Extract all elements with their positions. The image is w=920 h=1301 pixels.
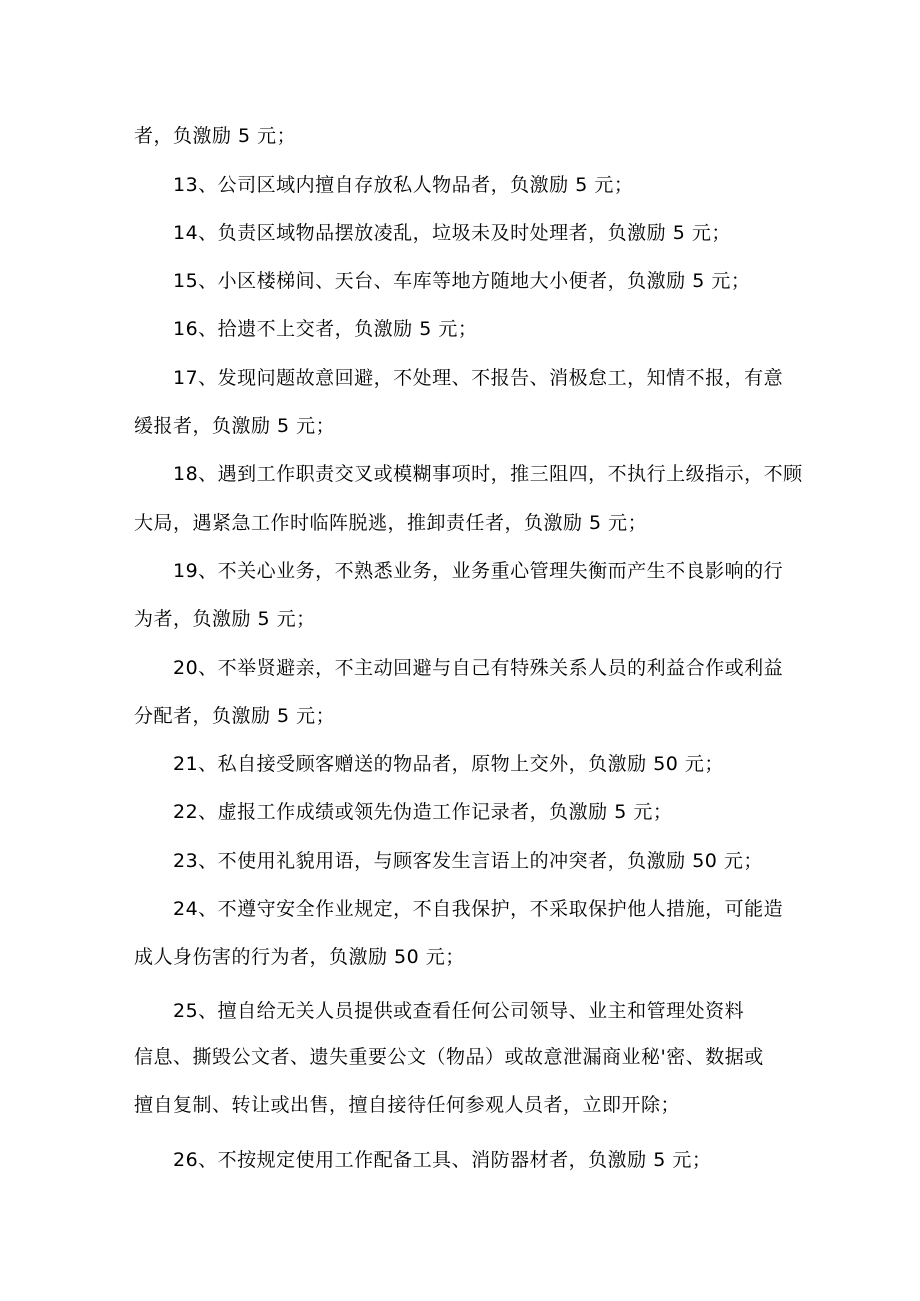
text-line-item-17-cont: 缓报者，负激励 5 元； bbox=[134, 415, 336, 437]
text-line-item-25-cont-2: 擅自复制、转让或出售，擅自接待任何参观人员者，立即开除； bbox=[134, 1094, 681, 1116]
text-line-item-24-cont: 成人身伤害的行为者，负激励 50 元； bbox=[134, 946, 465, 968]
text-line-item-24: 24、不遵守安全作业规定，不自我保护，不采取保护他人措施，可能造 bbox=[173, 898, 784, 920]
text-line-item-23: 23、不使用礼貌用语，与顾客发生言语上的冲突者，负激励 50 元； bbox=[173, 850, 763, 872]
text-line-item-20-cont: 分配者，负激励 5 元； bbox=[134, 705, 336, 727]
text-line-item-20: 20、不举贤避亲，不主动回避与自己有特殊关系人员的利益合作或利益 bbox=[173, 657, 784, 679]
text-line-item-17: 17、发现问题故意回避，不处理、不报告、消极怠工，知情不报，有意 bbox=[173, 367, 784, 389]
text-line-item-14: 14、负责区域物品摆放凌乱，垃圾未及时处理者，负激励 5 元； bbox=[173, 222, 731, 244]
text-line-item-15: 15、小区楼梯间、天台、车库等地方随地大小便者，负激励 5 元； bbox=[173, 270, 751, 292]
text-line-12-end: 者，负激励 5 元； bbox=[134, 125, 297, 147]
text-line-item-19: 19、不关心业务，不熟悉业务，业务重心管理失衡而产生不良影响的行 bbox=[173, 560, 784, 582]
text-line-item-21: 21、私自接受顾客赠送的物品者，原物上交外，负激励 50 元； bbox=[173, 753, 724, 775]
text-line-item-16: 16、拾遗不上交者，负激励 5 元； bbox=[173, 318, 478, 340]
text-line-item-22: 22、虚报工作成绩或领先伪造工作记录者，负激励 5 元； bbox=[173, 801, 673, 823]
text-line-item-25-cont-1: 信息、撕毁公文者、遗失重要公文（物品）或故意泄漏商业秘'密、数据或 bbox=[134, 1046, 764, 1068]
text-line-item-26: 26、不按规定使用工作配备工具、消防器材者，负激励 5 元； bbox=[173, 1149, 712, 1171]
text-line-item-19-cont: 为者，负激励 5 元； bbox=[134, 608, 316, 630]
text-line-item-13: 13、公司区域内擅自存放私人物品者，负激励 5 元； bbox=[173, 174, 634, 196]
text-line-item-18: 18、遇到工作职责交叉或模糊事项时，推三阻四，不执行上级指示，不顾 bbox=[173, 463, 803, 485]
text-line-item-25: 25、擅自给无关人员提供或查看任何公司领导、业主和管理处资料 bbox=[173, 1000, 745, 1022]
text-line-item-18-cont: 大局，遇紧急工作时临阵脱逃，推卸责任者，负激励 5 元； bbox=[134, 512, 648, 534]
